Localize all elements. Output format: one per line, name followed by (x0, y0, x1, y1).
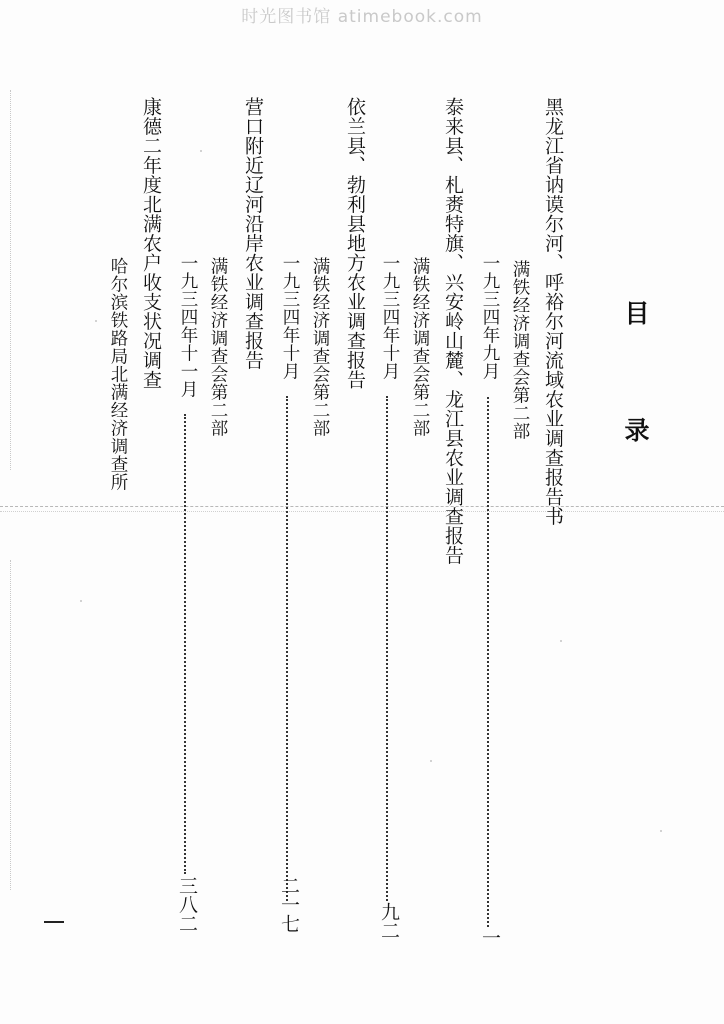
folio-mark (44, 921, 64, 923)
entry-title: 泰来县、札赉特旗、兴安岭山麓、龙江县农业调查报告 (442, 97, 464, 565)
entry-title: 黑龙江省讷谟尔河、呼裕尔河流域农业调查报告书 (542, 97, 564, 526)
entry-date: 一九三四年九月 (480, 254, 500, 380)
scan-speck (200, 150, 202, 152)
entry-org: 满铁经济调查会第二部 (410, 257, 430, 437)
scan-speck (560, 640, 562, 642)
scan-speck (80, 600, 82, 602)
entry-org: 哈尔滨铁路局北满经济调查所 (108, 257, 128, 491)
page-title: 目录 (621, 300, 650, 534)
watermark: 时光图书馆 atimebook.com (241, 7, 483, 27)
leader-dots (487, 397, 489, 927)
entry-org: 满铁经济调查会第二部 (208, 257, 228, 437)
entry-page: 二一七 (278, 876, 300, 933)
entry-date: 一九三四年十月 (380, 254, 400, 380)
entry-title: 康德二年度北满农户收支状况调查 (140, 97, 162, 390)
leader-dots (286, 396, 288, 901)
leader-dots (386, 396, 388, 901)
margin-mark (10, 90, 11, 470)
entry-title: 营口附近辽河沿岸农业调查报告 (242, 97, 264, 370)
leader-dots (184, 414, 186, 874)
entry-title: 依兰县、勃利县地方农业调查报告 (344, 97, 366, 390)
scan-speck (430, 760, 432, 762)
entry-page: 一 (479, 928, 501, 947)
entry-date: 一九三四年十一月 (178, 254, 198, 398)
entry-org: 满铁经济调查会第二部 (310, 257, 330, 437)
entry-org: 满铁经济调查会第二部 (510, 260, 530, 440)
entry-page: 九二 (378, 902, 400, 940)
margin-mark (10, 560, 11, 890)
entry-date: 一九三四年十月 (280, 254, 300, 380)
fold-line (0, 506, 724, 507)
scan-speck (660, 830, 662, 832)
fold-line-secondary (0, 511, 724, 512)
entry-page: 三八二 (176, 876, 198, 933)
scan-speck (95, 320, 97, 322)
